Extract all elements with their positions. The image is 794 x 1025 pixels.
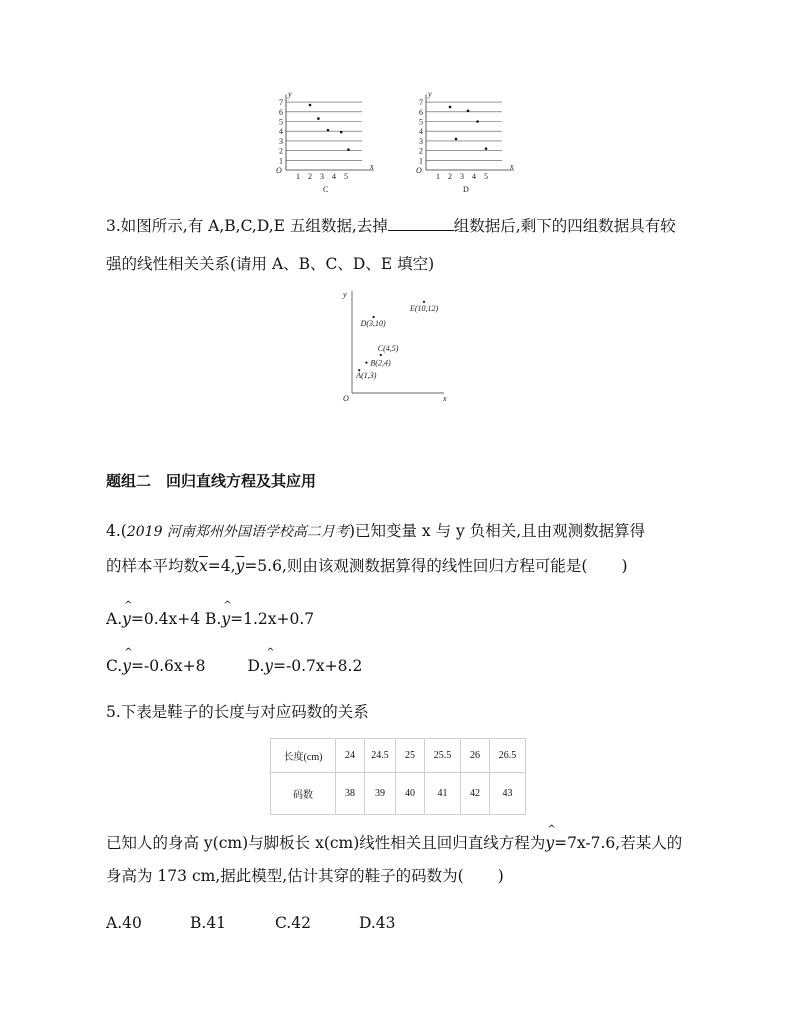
data-label: C(4,5): [377, 344, 399, 353]
x-axis-label: x: [370, 162, 374, 171]
data-label: A(1,3): [356, 371, 377, 381]
option-b[interactable]: B.41: [190, 914, 227, 932]
option-b-label[interactable]: B.: [205, 610, 222, 628]
table-cell: 39: [365, 773, 396, 815]
table-cell: 24: [336, 739, 365, 773]
question-3-text-a: 3.如图所示,有 A,B,C,D,E 五组数据,去掉: [106, 217, 388, 235]
y-tick-label: 2: [419, 146, 423, 156]
data-point: [423, 301, 425, 303]
data-label: D(3,10): [360, 319, 386, 328]
x-tick-label: 1: [296, 172, 300, 181]
y-tick-label: 5: [279, 117, 283, 127]
option-a[interactable]: A.40: [106, 914, 142, 932]
y-axis-label: y: [343, 290, 347, 299]
x-tick-label: 4: [332, 172, 336, 181]
x-tick-label: 2: [308, 172, 312, 181]
table-cell: 25.5: [425, 739, 461, 773]
data-point: [455, 138, 458, 141]
question-4-source: 2019 河南郑州外国语学校高二月考: [126, 524, 349, 540]
y-tick-label: 5: [419, 117, 423, 127]
y-axis-label: y: [288, 89, 292, 99]
x-axis-label: x: [443, 394, 447, 403]
question-4-line-1: [106, 521, 645, 542]
plot-caption: C: [323, 185, 329, 194]
table-cell: 26: [461, 739, 490, 773]
table-cell: 38: [336, 773, 365, 815]
data-point: [467, 110, 470, 113]
question-5-text-c: 身高为 173 cm,据此模型,估计其穿的鞋子的码数为(: [106, 867, 464, 885]
table-row: [271, 739, 526, 773]
section-title: 题组二 回归直线方程及其应用: [106, 472, 317, 490]
closing-paren: ): [621, 557, 628, 575]
question-5-line-2: [106, 833, 682, 853]
question-3-text-b: 组数据后,剩下的四组数据具有较: [453, 217, 676, 235]
data-point: [380, 354, 382, 356]
y-axis-label: y: [428, 89, 432, 99]
question-5-text-b: =7x-7.6,若某人的: [554, 834, 683, 852]
closing-paren: ): [497, 867, 504, 885]
origin-label: O: [276, 166, 282, 175]
shoe-size-table: [270, 738, 526, 815]
y-tick-label: 6: [279, 107, 283, 117]
y-tick-label: 1: [279, 156, 283, 166]
y-tick-label: 2: [279, 146, 283, 156]
table-cell: 42: [461, 773, 490, 815]
question-4-text-a: )已知变量 x 与 y 负相关,且由观测数据算得: [348, 522, 646, 540]
option-c-label[interactable]: C.: [106, 657, 123, 675]
x-tick-label: 2: [448, 172, 452, 181]
table-cell: 43: [490, 773, 526, 815]
y-hat: ^ y: [545, 833, 554, 853]
table-cell-header: 码数: [271, 773, 336, 815]
question-5-line-1: 5.下表是鞋子的长度与对应码数的关系: [106, 703, 369, 721]
question-5-line-3: [106, 866, 504, 886]
y-tick-label: 3: [419, 136, 423, 146]
question-4-line-2: [106, 556, 628, 576]
question-4-options-ab: [106, 609, 314, 629]
table-cell: 25: [396, 739, 425, 773]
y-tick-label: 6: [419, 107, 423, 117]
origin-label: O: [343, 394, 349, 403]
y-tick-label: 1: [419, 156, 423, 166]
y-tick-label: 4: [279, 127, 283, 137]
scatter-plot-d: [410, 85, 525, 195]
table-cell: 40: [396, 773, 425, 815]
option-d[interactable]: =-0.7x+8.2: [273, 657, 363, 675]
x-tick-label: 5: [344, 172, 348, 181]
data-point: [449, 106, 452, 109]
plot-caption: D: [463, 185, 469, 194]
option-b[interactable]: =1.2x+0.7: [230, 610, 315, 628]
question-4-options-cd: [106, 656, 362, 676]
y-hat: ^ y: [221, 609, 230, 629]
data-point: [347, 148, 350, 151]
question-5-options: [106, 913, 396, 933]
answer-blank[interactable]: [388, 216, 454, 231]
mean-x-value: =4,: [207, 557, 236, 575]
option-d-label[interactable]: D.: [247, 657, 265, 675]
data-label: E(10,12): [410, 303, 439, 313]
scatter-plot-abcde: [340, 285, 460, 405]
data-point: [340, 131, 343, 134]
data-point: [365, 362, 367, 364]
data-point: [327, 129, 330, 132]
data-point: [317, 117, 320, 120]
question-3-line-1: [106, 216, 676, 236]
option-d[interactable]: D.43: [359, 914, 396, 932]
x-tick-label: 4: [472, 172, 476, 181]
question-4-text-b: 的样本平均数: [106, 557, 200, 575]
y-tick-label: 7: [279, 98, 283, 108]
option-a-label[interactable]: A.: [106, 610, 123, 628]
y-tick-label: 4: [419, 127, 423, 137]
data-point: [309, 104, 312, 107]
data-label: B(2,4): [370, 358, 391, 368]
table-cell: 24.5: [365, 739, 396, 773]
option-c[interactable]: C.42: [275, 914, 311, 932]
x-tick-label: 3: [460, 172, 464, 181]
question-4-text-c: =5.6,则由该观测数据算得的线性回归方程可能是(: [244, 557, 588, 575]
y-bar: $\overline{y}$: [235, 557, 245, 575]
table-cell-header: 长度(cm): [271, 739, 336, 773]
question-3-line-2: 强的线性相关关系(请用 A、B、C、D、E 填空): [106, 255, 435, 273]
x-bar: $\overline{x}$: [199, 557, 208, 575]
y-hat: ^ y: [122, 609, 131, 629]
table-row: [271, 773, 526, 815]
question-4-number: 4.(: [106, 522, 127, 540]
data-point: [373, 316, 375, 318]
data-point: [485, 147, 488, 150]
x-tick-label: 1: [436, 172, 440, 181]
table-cell: 41: [425, 773, 461, 815]
x-tick-label: 3: [320, 172, 324, 181]
data-point: [476, 120, 479, 123]
x-axis-label: x: [510, 162, 514, 171]
table-cell: 26.5: [490, 739, 526, 773]
y-tick-label: 3: [279, 136, 283, 146]
option-a[interactable]: =0.4x+4: [130, 610, 206, 628]
x-tick-label: 5: [484, 172, 488, 181]
question-5-text-a: 已知人的身高 y(cm)与脚板长 x(cm)线性相关且回归直线方程为: [106, 834, 546, 852]
origin-label: O: [416, 166, 422, 175]
y-tick-label: 7: [419, 98, 423, 108]
y-hat: ^ y: [122, 656, 131, 676]
scatter-plot-c: [270, 85, 380, 195]
y-hat: ^ y: [264, 656, 273, 676]
option-c[interactable]: =-0.6x+8: [131, 657, 206, 675]
